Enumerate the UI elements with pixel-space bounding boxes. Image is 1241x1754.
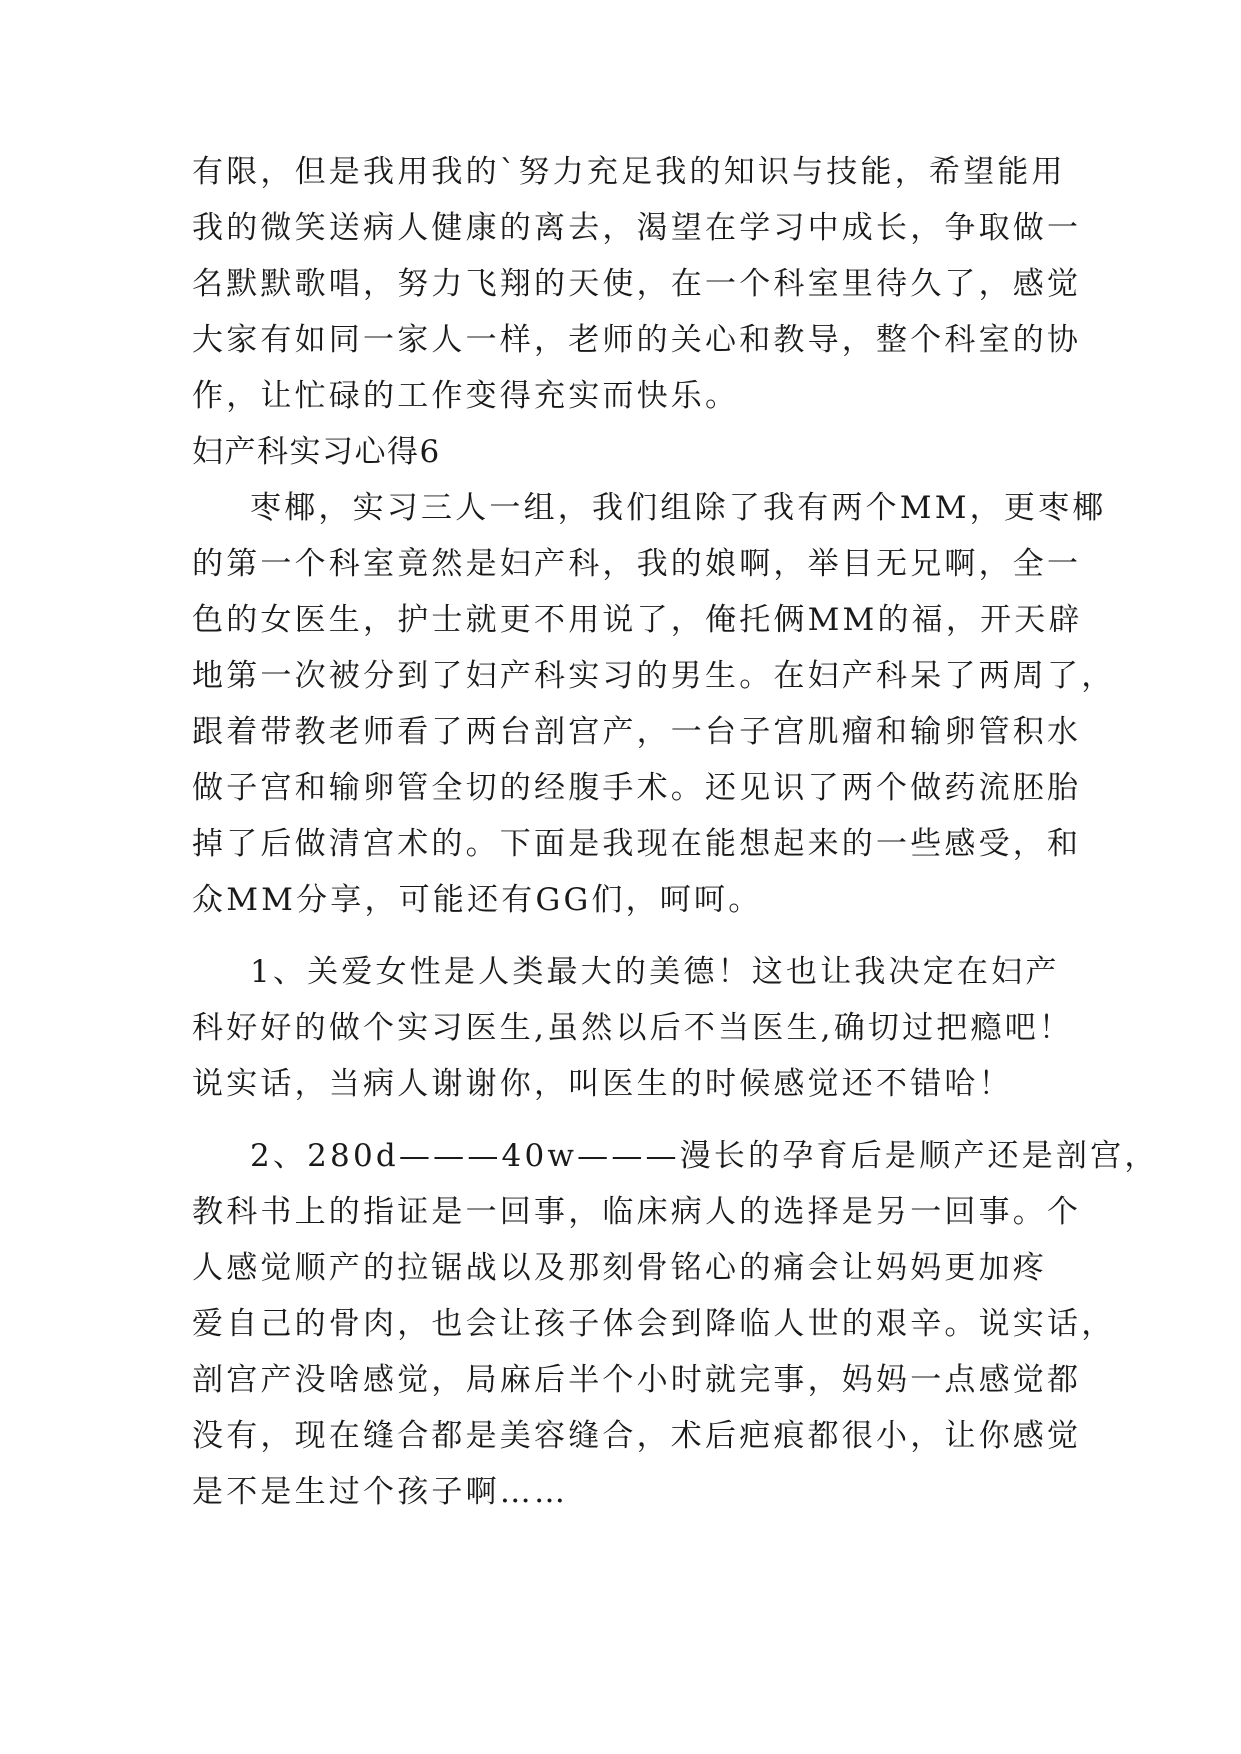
section-heading: 妇产科实习心得6 [192, 434, 441, 470]
paragraph-line: 我的微笑送病人健康的离去，渴望在学习中成长，争取做一 [192, 210, 1082, 246]
paragraph-line: 大家有如同一家人一样，老师的关心和教导，整个科室的协 [192, 322, 1082, 358]
paragraph-line: 有限，但是我用我的`努力充足我的知识与技能，希望能用 [192, 154, 1066, 190]
paragraph-line: 名默默歌唱，努力飞翔的天使，在一个科室里待久了，感觉 [192, 266, 1082, 302]
paragraph-line: 是不是生过个孩子啊…… [192, 1474, 569, 1510]
paragraph-line: 1、关爱女性是人类最大的美德！这也让我决定在妇产 [250, 954, 1060, 990]
paragraph-line: 2、280d———40w———漫长的孕育后是顺产还是剖宫， [250, 1138, 1159, 1174]
paragraph-line: 说实话，当病人谢谢你，叫医生的时候感觉还不错哈！ [192, 1066, 1013, 1102]
paragraph-line: 掉了后做清宫术的。下面是我现在能想起来的一些感受，和 [192, 826, 1082, 862]
paragraph-line: 科好好的做个实习医生,虽然以后不当医生,确切过把瘾吧！ [192, 1010, 1074, 1046]
paragraph-line: 的第一个科室竟然是妇产科，我的娘啊，举目无兄啊，全一 [192, 546, 1082, 582]
paragraph-line: 爱自己的骨肉，也会让孩子体会到降临人世的艰辛。说实话， [192, 1306, 1116, 1342]
paragraph-line: 地第一次被分到了妇产科实习的男生。在妇产科呆了两周了， [192, 658, 1116, 694]
paragraph-line: 色的女医生，护士就更不用说了，俺托俩MM的福，开天辟 [192, 602, 1083, 638]
paragraph-line: 人感觉顺产的拉锯战以及那刻骨铭心的痛会让妈妈更加疼 [192, 1250, 1047, 1286]
paragraph-line: 剖宫产没啥感觉，局麻后半个小时就完事，妈妈一点感觉都 [192, 1362, 1082, 1398]
paragraph-line: 枣椰，实习三人一组，我们组除了我有两个MM，更枣椰 [250, 490, 1107, 526]
paragraph-line: 教科书上的指证是一回事，临床病人的选择是另一回事。个 [192, 1194, 1082, 1230]
paragraph-line: 做子宫和输卵管全切的经腹手术。还见识了两个做药流胚胎 [192, 770, 1082, 806]
paragraph-line: 跟着带教老师看了两台剖宫产，一台子宫肌瘤和输卵管积水 [192, 714, 1082, 750]
paragraph-line: 作，让忙碌的工作变得充实而快乐。 [192, 378, 740, 414]
paragraph-line: 没有，现在缝合都是美容缝合，术后疤痕都很小，让你感觉 [192, 1418, 1082, 1454]
paragraph-line: 众MM分享，可能还有GG们，呵呵。 [192, 882, 763, 918]
